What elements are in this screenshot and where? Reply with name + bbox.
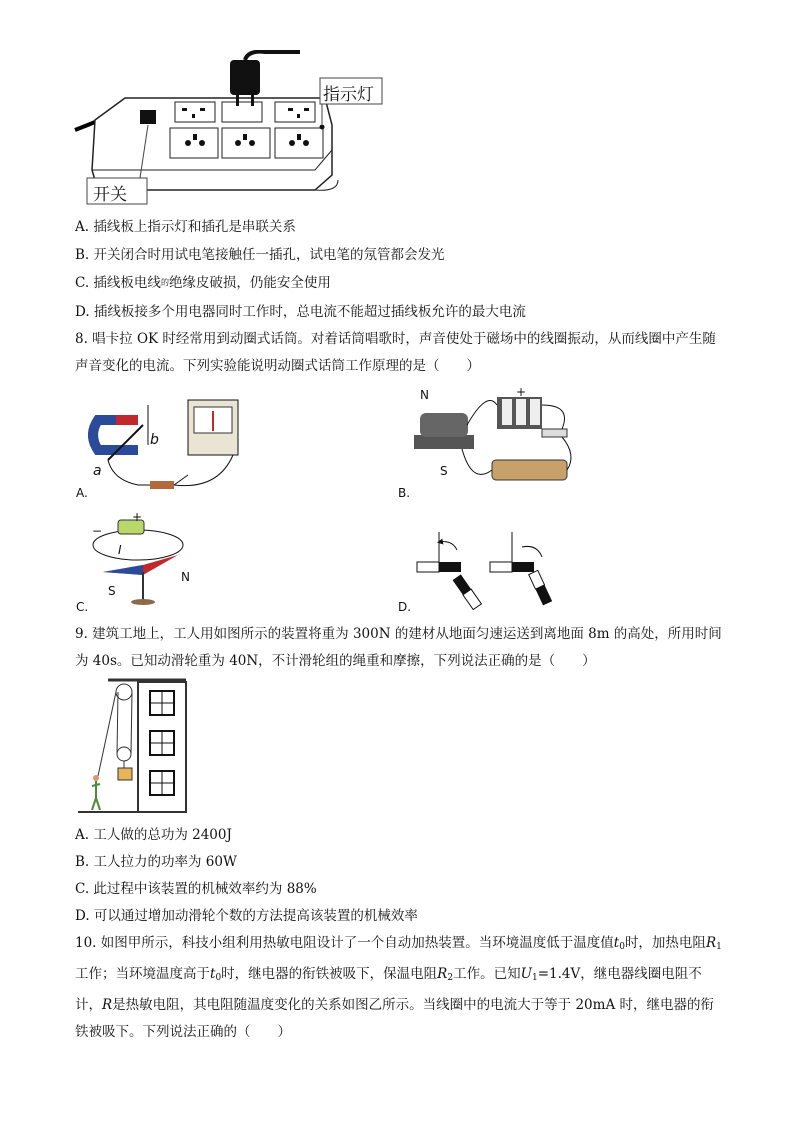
choice-d: D. xyxy=(398,600,412,614)
q9-pulley-figure xyxy=(78,676,188,816)
q10-r1-sub: 1 xyxy=(716,942,722,952)
q10-u1-sub: 1 xyxy=(531,973,538,983)
q7-option-c-start: C. 插线板电线 xyxy=(75,275,161,291)
fig-b-n: N xyxy=(420,388,429,402)
fig-c-n: N xyxy=(181,570,190,584)
q10-text-3: 工作；当环境温度高于 xyxy=(75,966,210,982)
fig-a-label-a: a xyxy=(93,463,102,479)
q7-option-c-rest: 绝缘皮破损，仍能安全使用 xyxy=(168,275,331,291)
q10-text-6: =1.4V，继电器线圈电阻不计， xyxy=(75,966,702,1013)
q7-option-a: A. 插线板上指示灯和插孔是串联关系 xyxy=(75,219,296,235)
q7-option-c xyxy=(75,274,331,292)
q10-text-5: 工作。已知 xyxy=(453,966,521,982)
q9-option-a: A. 工人做的总功为 2400J xyxy=(75,827,232,843)
choice-b: B. xyxy=(398,486,411,500)
q8-figure-c xyxy=(88,510,198,610)
q10-stem xyxy=(75,930,725,1046)
q7-option-c-sup: 的 xyxy=(160,278,169,287)
q10-t0b-sub: 0 xyxy=(215,973,222,983)
q10-r1: R xyxy=(705,935,717,951)
q10-t0-sub: 0 xyxy=(619,942,625,952)
q9-option-c: C. 此过程中该装置的机械效率约为 88% xyxy=(75,881,317,897)
q10-text-2: 时，加热电阻 xyxy=(624,935,706,951)
q10-t0b: t xyxy=(210,966,216,982)
fig-b-plus: + xyxy=(516,385,527,399)
q7-option-d: D. 插线板接多个用电器同时工作时，总电流不能超过插线板允许的最大电流 xyxy=(75,304,526,320)
q8-figure-b xyxy=(412,385,582,500)
choice-a: A. xyxy=(76,486,88,500)
q10-text-1: 10. 如图甲所示，科技小组利用热敏电阻设计了一个自动加热装置。当环境温度低于温度值 xyxy=(75,935,614,951)
q10-text-7: 是热敏电阻，其电阻随温度变化的关系如图乙所示。当线圈中的电流大于等于 20mA 时，继电器的衔铁被吸下。下列说法正确的（ ） xyxy=(75,997,714,1040)
q9-stem: 9. 建筑工地上，工人用如图所示的装置将重为 300N 的建材从地面匀速运送到离地面 8m 的高处，所用时间为 40s。已知动滑轮重为 40N，不计滑轮组的绳重和摩擦，下列说法正确的是（ ） xyxy=(75,626,722,669)
indicator-label: 指示灯 xyxy=(323,85,374,105)
switch-label: 开关 xyxy=(93,185,127,205)
q10-u1: U xyxy=(520,966,532,982)
q10-r2: R xyxy=(437,966,448,982)
fig-c-plus: + xyxy=(132,510,143,524)
q8-stem: 8. 唱卡拉 OK 时经常用到动圈式话筒。对着话筒唱歌时，声音使处于磁场中的线圈振动，从而线圈中产生随声音变化的电流。下列实验能说明动圈式话筒工作原理的是（ ） xyxy=(75,331,716,374)
fig-b-s: S xyxy=(440,464,448,478)
fig-c-s: S xyxy=(108,584,116,598)
q9-option-d: D. 可以通过增加动滑轮个数的方法提高该装置的机械效率 xyxy=(75,908,418,924)
q7-option-b: B. 开关闭合时用试电笔接触任一插孔，试电笔的氖管都会发光 xyxy=(75,247,445,263)
q8-figure-a xyxy=(88,395,248,500)
q10-r2-sub: 2 xyxy=(447,973,454,983)
fig-a-label-b: b xyxy=(150,432,159,448)
fig-c-i: I xyxy=(118,543,122,557)
fig-c-minus: − xyxy=(92,524,103,538)
q10-r: R xyxy=(102,997,113,1013)
q10-text-4: 时，继电器的衔铁被吸下，保温电阻 xyxy=(221,966,438,982)
choice-c: C. xyxy=(76,600,89,614)
q10-t0: t xyxy=(613,935,620,951)
q9-option-b: B. 工人拉力的功率为 60W xyxy=(75,854,237,870)
q8-figure-d xyxy=(412,532,572,612)
